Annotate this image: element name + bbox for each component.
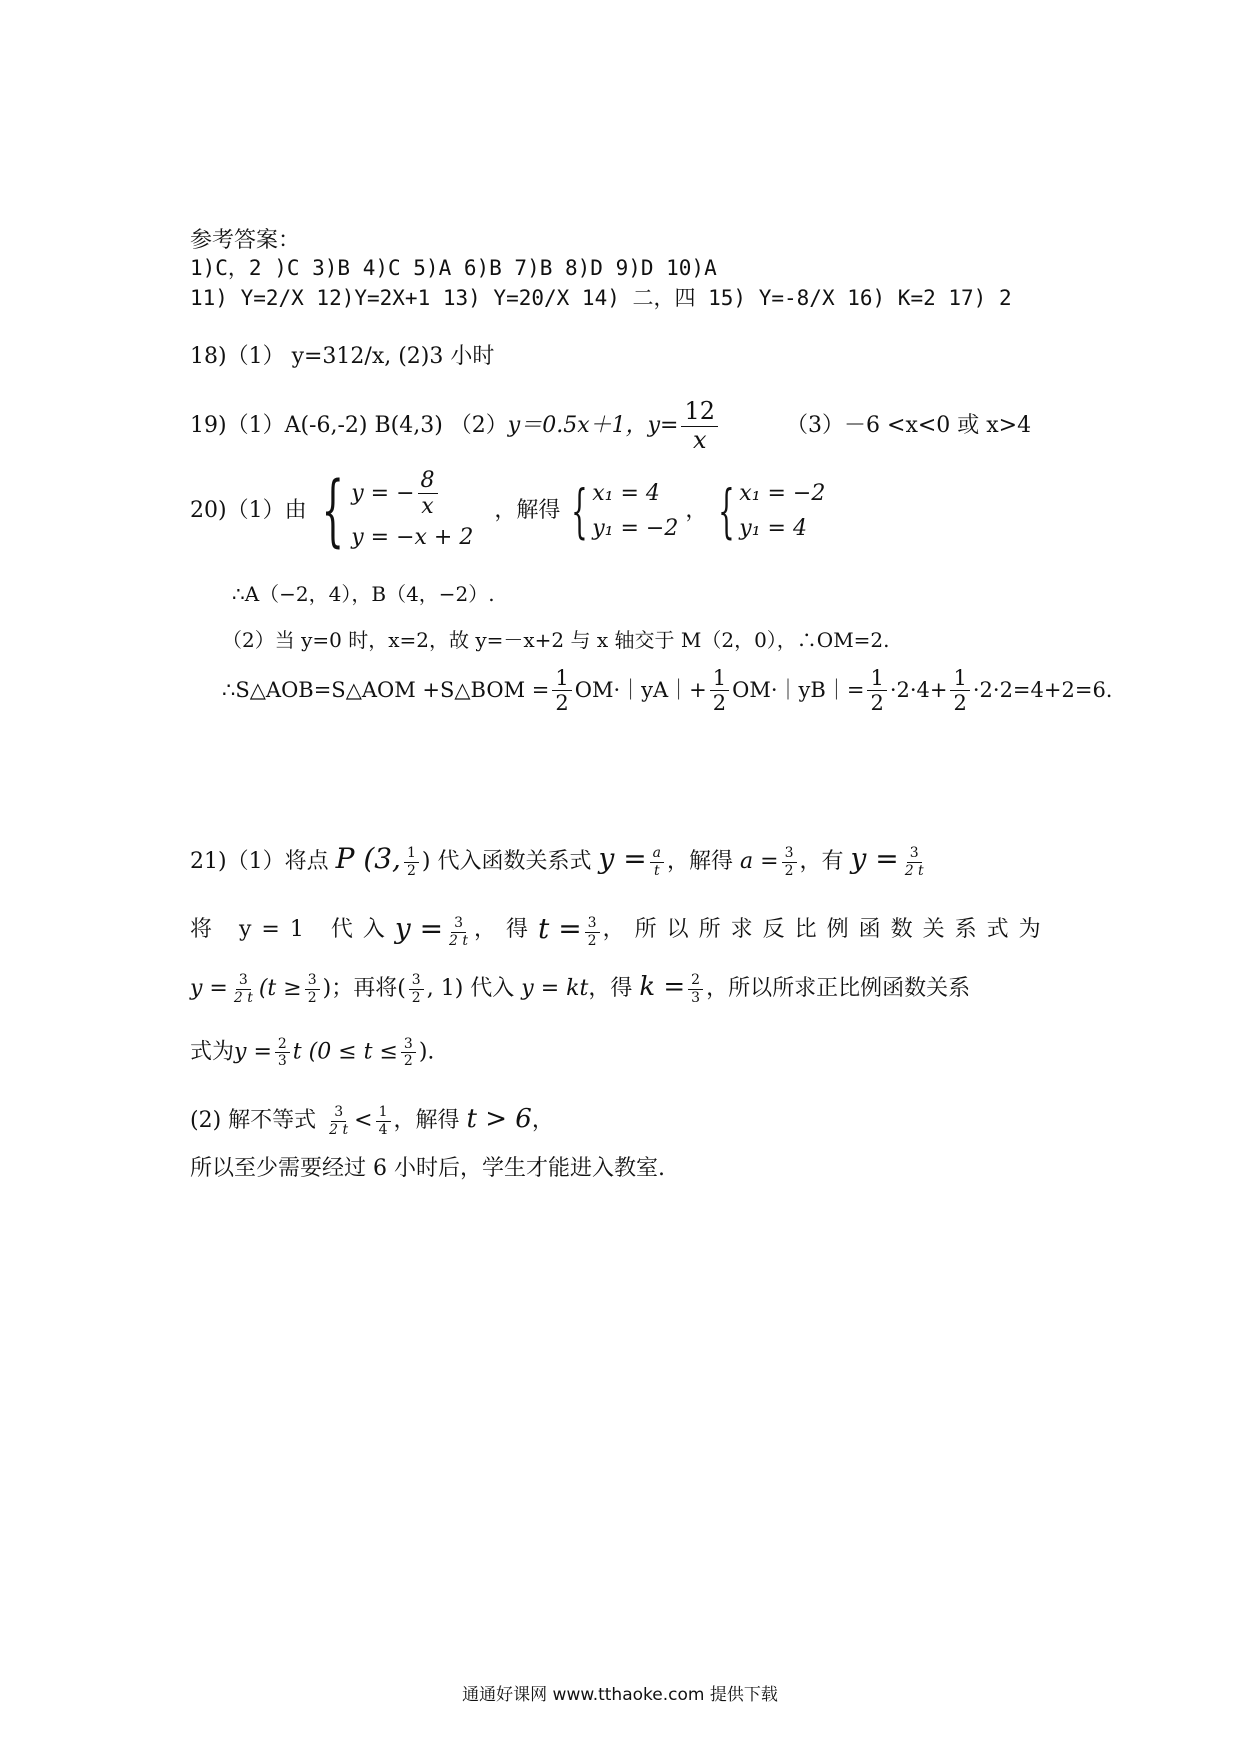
q21-line-3: y = $\frac{3}{2 t}$ (t ≥ $\frac{3}{2}$ )；再将( $\frac{3}{2}$ , 1) 代入 y = kt，得 k = $\frac{2}{3}$ ，所以所求正比例函数关系 [190, 972, 971, 1006]
q19-label: 19)（1）A(-6,-2) B(4,3) （2） [190, 413, 508, 439]
q20-system [314, 468, 474, 555]
question-20-answer: 20)（1）由 { y = − $\frac{8}{x}$ y = −x + 2 ，解得 { x₁ = 4 y₁ = −2 ， { x₁ = −2 y₁ = 4 [190, 466, 826, 557]
q20-points: ∴A（−2，4），B（4，−2）. [232, 582, 495, 606]
q20-solution-2: { x₁ = −2 y₁ = 4 [718, 477, 826, 546]
multiple-choice-answers: 1)C，2 )C 3)B 4)C 5)A 6)B 7)B 8)D 9)D 10)A [190, 256, 717, 280]
q20-solve: ，解得 [494, 498, 561, 524]
q20-area-formula: ∴S△AOB=S△AOM +S△BOM = $\frac{1}{2}$ OM·｜yA｜+ $\frac{1}{2}$ OM·｜yB｜= $\frac{1}{2}$ ·2·4+ $\frac{1}{2}$ ·2·2=4+2=6. [222, 666, 1113, 716]
q21-line-1: 21)（1）将点 P (3, $\frac{1}{2}$ ) 代入函数关系式 y = $\frac{a}{t}$ ，解得 a = $\frac{3}{2}$ ，有 y = $\frac{3}{2 t}$ [190, 842, 924, 879]
q21-line-4: 式为y = $\frac{2}{3}$ t (0 ≤ t ≤ $\frac{3}{2}$ ). [190, 1036, 435, 1070]
q19-frac-num: 12 [681, 398, 718, 427]
fill-blank-answers: 11) Y=2/X 12)Y=2X+1 13) Y=20/X 14) 二，四 15) Y=-8/X 16) K=2 17) 2 [190, 286, 1012, 310]
q19-eq: y＝0.5x＋1，y= [507, 413, 679, 439]
q19-frac-den: x [692, 425, 707, 454]
q19-part3: （3）－6 <x<0 或 x>4 [786, 413, 1032, 439]
solution-2-row-2: y₁ = 4 [739, 516, 807, 542]
solution-1-row-2: y₁ = −2 [592, 516, 679, 542]
solution-2-row-1: x₁ = −2 [739, 481, 826, 507]
q20-part2: （2）当 y=0 时，x=2，故 y=－x+2 与 x 轴交于 M（2，0），∴OM=2. [222, 628, 890, 652]
q21-conclusion: 所以至少需要经过 6 小时后，学生才能进入教室. [190, 1156, 665, 1181]
answer-header: 参考答案： [190, 228, 301, 253]
question-19-answer [190, 398, 1031, 454]
solution-1-row-1: x₁ = 4 [592, 481, 660, 507]
footer-source: 通通好课网 www.tthaoke.com 提供下载 [462, 1685, 778, 1705]
q20-solution-1: { x₁ = 4 y₁ = −2 [571, 477, 679, 546]
q20-label: 20)（1）由 [190, 498, 307, 524]
q21-line-5: (2) 解不等式 $\frac{3}{2 t}$ < $\frac{1}{4}$ ，解得 t > 6， [190, 1104, 554, 1138]
q21-line-2: 将 y=1 代入 y = $\frac{3}{2 t}$ ，得 t = $\frac{3}{2}$ ，所以所求反比例函数关系式为 [190, 912, 1051, 949]
q19-fraction [681, 398, 718, 454]
system-row-2: y = −x + 2 [351, 524, 474, 550]
system-row-1: y = − $\frac{8}{x}$ [351, 468, 473, 520]
question-18-answer: 18)（1） y=312/x, (2)3 小时 [190, 344, 495, 369]
system-brace: { [321, 466, 344, 557]
